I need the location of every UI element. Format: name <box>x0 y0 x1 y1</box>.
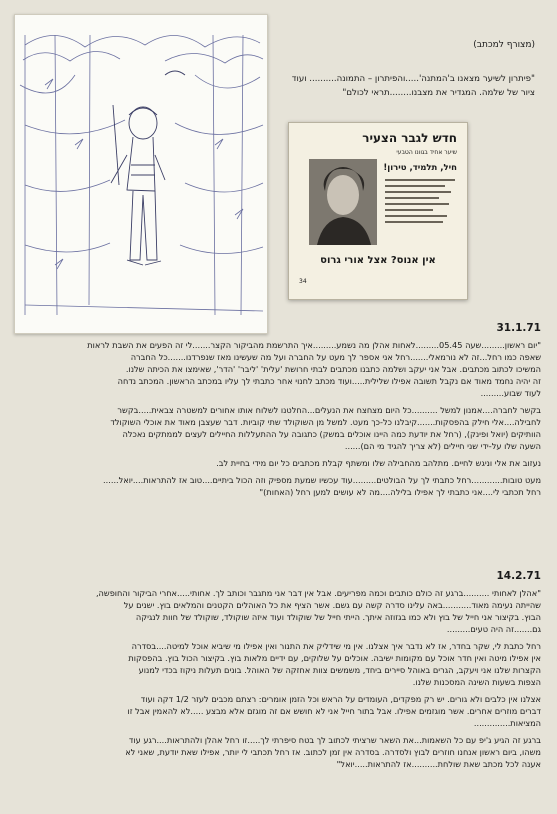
entry-paragraph: ברגע זה הגיע ג'יפ עם כל השאמות...את השאר שרציתי לכתוב לך בטח סיפרתי לך.....זו רחל אהלן ולהתראות....רגע עוד משהו, ביום ראשון אנחנו חוזרים לבוץ ולסדרה. בסדרה אין זמן לכתוב. אז רחל תכתבי לי יותר, אפילו שאת יודעת, שאני לא אענה לכל מכתב שאת שולחת..........אז להתראות.....יואל" <box>125 735 541 769</box>
image-caption: "פיתרון לשיער מצאנו ב'המתנה'.....והפיתרון – התמונה.......... ועוד ציור של שלמה. המגדיר את מצבנו........תראי לכולם" <box>291 74 535 98</box>
clipping-bold-line: חיל, תלמיד, טירון! <box>383 163 457 173</box>
entry-paragraph: "יום ראשון.........שעה 05.45.........לאחות אהלן מה נשמע.........איך התרשמת מהביקור הקצר.......לי זה הפעים את השבת לראות שאפה כמו רחל...זה לא נורמאלי.......רחל אני אספר לך מעט על החברה ועל מה שעשינו מאז שנפרדנו.......כל החברה המשיכו לכתוב מכתבים. אבל אני יעקב ושלמה כתבנו מכתבים לבתי חרושת 'עלית' 'ליבר' 'הדר', שאימצו את הכיתה שלנו. זה יהיה נחמד מאוד אם נקבל תשובה אפילו שלילית.....ועוד מכתב לחנוי אחר כתבתי לך עליו במכתב הראשון. המכתב נדחה לעוד שבוע......... <box>87 340 541 398</box>
entry-paragraph: אצלנו אין כלבים ולא גורים. יש רק מפקדים, העומדים על הראש וכל הזמן אומרים: רצתם מכבים לעזר 1/2 דקה ועוד דברים מוזרים אחרים. אשר מוגזמים אפילו. אבל בתור חייל אני לא חושש אם זה מוגזם אלא מבצע .....לא להאמין אבל זו המציאות.............. <box>127 694 541 728</box>
appended-note: (מצורף למכתב) <box>473 40 535 50</box>
entry-paragraph: רחל כתבת לי, שקר בחדר, אז לא נדבר איך אצלנו. אין מי שידליק את התנור ואין אפילו מי שיביא אוכל למיטה....בסדרה אין אפילו מיטה ואין חדר אוכל עם מקומות ישיבה. אוכלים על שלוקים, עם ידיים מלאות בוץ. בקיצור הכול בוץ. בהפסקות הקצרות שלנו אני ויעקב, הגרים באוהל סיירים ביחד, משמשים צוות אחזקה של האוהל. בונים תעלות ניקוז בכדי למנוע הצפות בשעות השינה המסכנות שלנו. <box>128 641 541 687</box>
letter-entry <box>16 570 541 770</box>
clipping-number: 34 <box>299 278 307 285</box>
portrait-photo <box>309 159 377 245</box>
entry-date: 31.1.71 <box>496 322 541 334</box>
clipping-title: חדש לגבר הצעיר <box>362 131 457 145</box>
entry-paragraph: בקשר לחברה....אמנון למשל ..........כל היום מצחצח את הנעלים...החלטנו לשלוח אותו אחורים למשטרה צבאית.....בקשר לחבילה....אלי חילק בהפסקות.......קיבלנו כל-כך מעט. למשל מן השוקולד שתי קוביות. דבר שעצבן מאוד את אוכלי השוקולד הוותיקים (יואל ופינק), (רחל את יודעת כמה היינו אוכלים במשק) כתגובה על ההתעללות החיילים לעצים לממתקים נאכלה השעה שלו על-ידי שני חיילים (לא צריך להגיד מי הם)...... <box>110 405 541 451</box>
soldier-barbed-wire-drawing <box>14 14 268 334</box>
clipping-small-text <box>385 179 457 227</box>
entry-paragraph: מעט טובות............רחל כתבתי לך על הבולטים.........עוד עכשיו שמעת מספיק וזה הכול ביתיים....טוב אז להתראות....יואל...... רחל תכתבי לי....אני כתבתי לך אפילו בלילה....מה לא עושים למען רחל (האחות)" <box>103 475 541 497</box>
entry-paragraph: נעזוב את אלי וניגש לחיים. מתלהב מהחבילה שלו ומשתף קבלת מכתבים כל יום מידי בחיית לב. <box>216 458 541 468</box>
newspaper-clipping <box>288 122 468 300</box>
entry-paragraph: "אהלן לאחותי ..........ברגע זה כולם כותבים וכמה מפריעים. אבל אין דבר אני מתגבר וכותב לך. אחותי.....אחרי הביקור והחופשה, שהייתה נעימה מאוד...........באה עלינו סדרה קשה עם גשם. אשר הציף את כל האוהלים הקטנים והמלאים בוץ. ישנים על הבוץ. בקיצור אני חייל של בוץ ולא כמו בגזוזה איתך. הייתי חייל של שוקולד ועוד איזה שוקולד, שוקולד של חוות לנגיקה גם.......זה היה טעים......... <box>95 588 541 634</box>
letter-entry <box>16 322 541 498</box>
clipping-subtitle: שיער אחיד בגוונו הטבעי <box>396 149 457 156</box>
clipping-footer: אין אנוס? אצל אורי גרוס <box>320 255 436 266</box>
drawing-sketch <box>15 15 267 333</box>
entry-date: 14.2.71 <box>496 570 541 582</box>
